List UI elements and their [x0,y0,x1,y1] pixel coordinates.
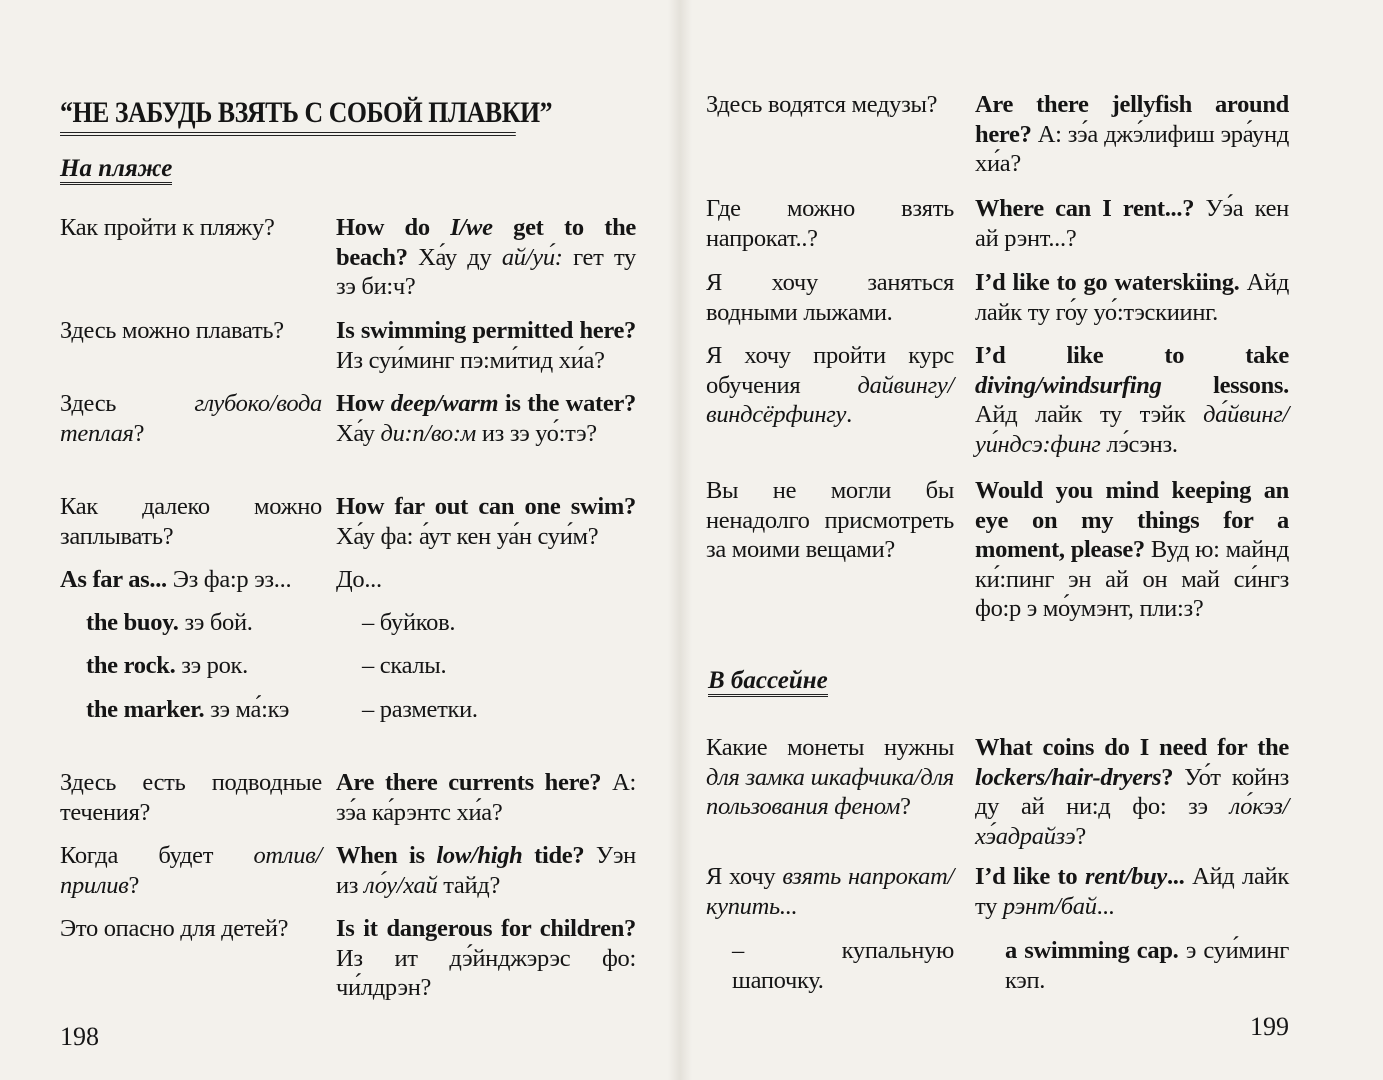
phrase-english-transcription [362,695,636,725]
phrase-russian [60,316,322,346]
phrase-russian [706,862,954,921]
phrase-segment: Эз фа:р эз... [172,566,292,593]
phrase-segment: рэнт/бай [1002,892,1097,920]
phrase-russian [60,841,322,900]
phrase-segment: As far as... [60,566,173,593]
phrase-segment: low/high [436,842,523,869]
phrase-segment: для замка шкафчика/для пользования феном [706,763,954,820]
phrase-segment: Здесь есть подводные течения? [60,769,322,826]
phrase-russian [706,268,954,327]
phrase-segment: How [336,390,391,417]
phrase-segment: How do [336,214,451,241]
phrase-segment: тайд? [437,871,501,899]
phrase-english-transcription [336,768,636,827]
phrase-segment: Уэн из [336,842,636,899]
phrase-segment: Как пройти к пляжу? [60,214,275,241]
phrase-russian [706,733,954,822]
phrase-segment: tide? [522,842,596,869]
phrase-segment: diving/windsurfing [975,371,1162,399]
phrase-segment: ? [1161,763,1185,791]
phrase-russian [86,695,322,725]
phrase-segment: Айд лайк ту [975,863,1289,920]
phrase-segment: Xа́у [336,419,381,447]
phrase-segment: Я хочу [706,863,783,890]
phrase-segment: I/we [450,214,493,241]
phrase-segment: lessons. [1161,371,1289,399]
phrase-segment: – скалы. [362,652,447,679]
page-198 [0,0,680,1080]
phrase-segment: взять напрокат/купить... [706,863,954,920]
phrase-segment: I’d like to take [975,342,1289,369]
phrase-segment: deep/warm [390,390,499,417]
phrase-english-transcription [336,841,636,900]
phrase-english-transcription [336,316,636,375]
phrase-russian [60,213,322,243]
phrase-segment: Я хочу пройти курс обучения [706,342,954,399]
phrase-segment: ? [900,793,911,820]
phrase-segment: ло́у/хай [364,871,438,899]
phrase-segment: the rock. [86,652,182,679]
phrase-segment: ... [1096,892,1115,920]
phrase-segment: the marker. [86,696,211,723]
phrase-english-transcription [975,733,1289,851]
phrase-segment: Где можно взять напрокат..? [706,195,954,252]
section-heading-pool: В бассейне [708,668,828,697]
phrase-segment: Уо́т койнз ду ай ни:д фо: зэ [975,763,1290,820]
phrase-segment: зэ бой. [184,609,253,636]
phrase-russian [732,936,954,995]
phrase-segment: Is swimming permitted here? [336,317,636,344]
phrase-segment: Айд лайк ту го́у уо́:тэскиинг. [975,269,1289,326]
phrase-english-transcription [975,194,1289,253]
phrase-segment: лэ́сэнз. [1100,430,1178,458]
phrase-segment: зэ рок. [181,652,248,679]
phrase-segment: ди:п/во:м [380,419,477,447]
section-heading-beach: На пляже [60,156,172,185]
phrase-english-transcription [336,492,636,551]
phrase-segment: А: зэ́а ка́рэнтс хи́а? [336,769,636,826]
phrase-segment: А: зэ́а джэ́лифиш эра́унд хи́а? [975,120,1289,177]
phrase-russian [86,651,322,681]
phrase-english-transcription [975,476,1289,624]
phrase-russian [60,914,322,944]
phrase-segment: Уэ́а кен ай рэнт...? [975,195,1289,252]
phrase-segment: Из ит дэ́йнджэрэс фо: чи́лдрэн? [336,944,636,1001]
phrase-segment: Как далеко можно заплывать? [60,493,322,550]
phrase-segment: How far out can one swim? [336,493,636,520]
phrase-english-transcription [336,565,636,595]
phrase-segment: Какие монеты нужны [706,734,954,761]
phrase-segment: Это опасно для детей? [60,915,289,942]
phrase-segment: ? [128,871,140,899]
phrase-segment: Вы не могли бы ненадолго присмотреть за моими вещами? [706,477,954,563]
phrase-russian [60,492,322,551]
phrase-english-transcription [362,608,636,638]
phrase-segment: ? [133,419,145,447]
phrase-segment: ло́кэз/хэ́адрайзэ [975,793,1289,850]
phrase-segment: ай/уи́: [501,243,563,271]
phrase-segment: Are there jellyfish around here? [975,91,1289,148]
phrase-english-transcription [975,90,1289,179]
phrase-segment: get to the beach? [336,214,636,271]
phrase-segment: – разметки. [362,696,478,723]
phrase-segment: . [846,401,852,428]
phrase-russian [706,90,954,120]
phrase-segment: When is [336,842,437,869]
phrase-russian [60,768,322,827]
phrase-english-transcription [336,914,636,1003]
phrase-segment: Здесь водятся медузы? [706,91,938,118]
phrase-segment: Вуд ю: майнд ки́:пинг эн ай он май си́нгз фо:р э мо́умэнт, пли:з? [975,536,1289,622]
phrase-segment: дайвингу/виндсёрфингу [706,371,954,428]
phrase-segment: Where can I rent...? [975,195,1206,222]
phrase-segment: the buoy. [86,609,185,636]
phrase-russian [706,341,954,430]
phrase-segment: What coins do I need for the [975,734,1289,761]
phrase-segment: глубоко/вода теплая [60,390,322,447]
phrase-segment: э суи́минг кэп. [1005,937,1289,994]
page-199 [680,0,1383,1080]
phrase-segment: ? [1075,822,1086,850]
phrase-segment: Are there currents here? [336,769,613,796]
phrase-segment: Из суи́минг пэ:ми́тид хи́а? [336,346,605,374]
chapter-title: “НЕ ЗАБУДЬ ВЗЯТЬ С СОБОЙ ПЛАВКИ” [60,96,516,136]
phrase-segment: Would you mind keeping an eye on my things for a moment, please? [975,477,1289,563]
phrase-segment: lockers/hair-dryers [975,763,1162,791]
phrase-segment: отлив/прилив [60,842,322,899]
phrase-segment: Когда будет [60,842,254,869]
phrase-segment: Xа́у ду [418,243,502,271]
phrase-segment: Здесь можно плавать? [60,317,284,344]
phrase-segment: Xа́у фа: а́ут кен уа́н суи́м? [336,522,599,550]
phrase-russian [706,194,954,253]
phrase-english-transcription [975,862,1289,921]
phrase-russian [60,389,322,448]
phrase-segment: rent/buy [1084,863,1167,890]
phrase-segment: Здесь [60,390,195,417]
phrase-english-transcription [336,389,636,448]
phrase-segment: Is it dangerous for children? [336,915,636,942]
phrase-segment: Айд лайк ту тэйк [975,401,1204,428]
phrase-segment: is the water? [498,390,636,417]
phrase-russian [706,476,954,565]
phrase-english-transcription [336,213,636,302]
phrase-english-transcription [975,268,1289,327]
phrase-segment: Я хочу заняться водными лыжами. [706,269,954,326]
phrase-segment: – буйков. [362,609,456,636]
phrase-english-transcription [1005,936,1289,995]
phrase-segment: I’d like to [975,863,1085,890]
phrase-segment: гет ту зэ би:ч? [336,243,636,300]
phrase-segment: зэ ма́:кэ [210,696,290,723]
phrase-segment: До... [336,566,382,593]
phrase-segment: I’d like to go waterskiing. [975,269,1247,296]
page-number: 199 [1250,1012,1289,1041]
phrase-segment: ... [1166,863,1193,890]
phrase-segment: – купальную шапочку. [732,937,954,994]
phrase-segment: да́йвинг/уи́ндсэ:финг [975,401,1289,458]
phrase-english-transcription [975,341,1289,459]
phrase-russian [60,565,322,595]
phrase-segment: a swimming cap. [1005,937,1186,964]
page-number: 198 [60,1022,99,1051]
phrase-segment: из зэ уо́:тэ? [476,419,597,447]
phrase-english-transcription [362,651,636,681]
phrase-russian [86,608,322,638]
